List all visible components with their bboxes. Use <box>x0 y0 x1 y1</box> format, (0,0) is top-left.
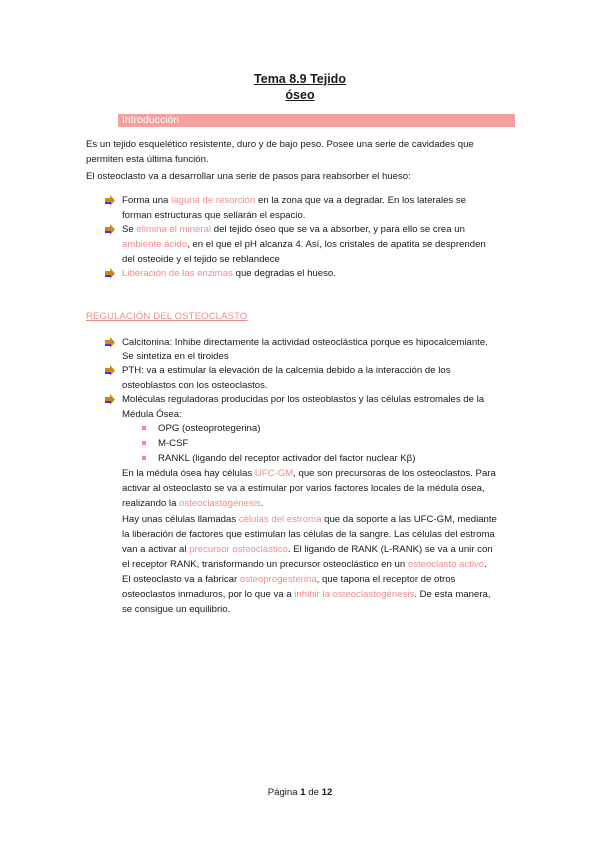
reg-moleculas-line2: Médula Ósea: <box>122 409 182 420</box>
reg-calcitonina-line1: Calcitonina: Inhibe directamente la actividad osteoclástica porque es hipocalcemiante. <box>122 337 488 348</box>
para-line1: En la médula ósea hay células UFC-GM, que son precursoras de los osteoclastos. Para <box>122 468 496 479</box>
reg-pth-line2: osteoblastos con los osteoclastos. <box>122 380 268 391</box>
step2-line2: ambiente ácido, en el que el pH alcanza 4. Así, los cristales de apatita se desprenden <box>122 239 486 250</box>
para-line8: El osteoclasto va a fabricar osteoprogesterina, que tapona el receptor de otros <box>122 574 456 585</box>
para-line3: realizando la osteoclastogénesis. <box>122 498 264 509</box>
page-title-line1: Tema 8.9 Tejido <box>254 72 346 86</box>
para-line4: Hay unas células llamadas células del estroma que da soporte a las UFC-GM, mediante <box>122 514 497 525</box>
square-bullet-icon <box>142 456 146 460</box>
para-line7: el receptor RANK, transformando un precursor osteoclástico en un osteoclasto activo. <box>122 559 487 570</box>
para-line9: osteoclastos inmaduros, por lo que va a inhibir la osteoclastogénesis. De esta manera, <box>122 589 491 600</box>
step1-line2: forman estructuras que sellarán el espacio. <box>122 210 306 221</box>
step2-line1: Se elimina el mineral del tejido óseo que se va a absorber, y para ello se crea un <box>122 224 465 235</box>
reg-calcitonina-line2: Se sintetiza en el tiroides <box>122 351 229 362</box>
intro-paragraph-steps: El osteoclasto va a desarrollar una serie de pasos para reabsorber el hueso: <box>86 171 411 182</box>
step1-line1: Forma una laguna de resorción en la zona que va a degradar. En los laterales se <box>122 195 467 206</box>
reg-pth-line1: PTH: va a estimular la elevación de la calcemia debido a la interacción de los <box>122 365 451 376</box>
section-heading-regulacion: REGULACIÓN DEL OSTEOCLASTO <box>86 311 248 322</box>
arrow-bullet-icon <box>104 394 115 405</box>
arrow-bullet-icon <box>104 337 115 348</box>
para-line10: se consigue un equilibrio. <box>122 604 231 615</box>
square-bullet-icon <box>142 441 146 445</box>
step3-line1: Liberación de las enzimas que degradas el hueso. <box>122 268 336 279</box>
intro-paragraph-line2: permiten esta última función. <box>86 154 209 165</box>
page-number-footer: Página 1 de 12 <box>267 787 333 798</box>
sub-item-rankl: RANKL (ligando del receptor activador del factor nuclear Kβ) <box>158 453 416 464</box>
para-line5: la liberación de factores que estimulan las células de la sangre. Las células del estroma <box>122 529 495 540</box>
section-heading-introduccion: Introducción <box>118 114 515 127</box>
step2-line3: del osteoide y el tejido se reblandece <box>122 254 280 265</box>
arrow-bullet-icon <box>104 224 115 235</box>
intro-paragraph-line1: Es un tejido esquelético resistente, duro y de bajo peso. Posee una serie de cavidades que <box>86 139 474 150</box>
arrow-bullet-icon <box>104 195 115 206</box>
arrow-bullet-icon <box>104 268 115 279</box>
para-line2: activar al osteoclasto se va a estimular por varios factores locales de la médula ósea, <box>122 483 485 494</box>
reg-moleculas-line1: Moléculas reguladoras producidas por los osteoblastos y las células estromales de la <box>122 394 485 405</box>
square-bullet-icon <box>142 426 146 430</box>
sub-item-opg: OPG (osteoprotegerina) <box>158 423 261 434</box>
page-title-line2: óseo <box>285 88 315 102</box>
para-line6: van a activar al precursor osteoclástico. El ligando de RANK (L-RANK) se va a unir con <box>122 544 493 555</box>
sub-item-mcsf: M-CSF <box>158 438 189 449</box>
arrow-bullet-icon <box>104 365 115 376</box>
